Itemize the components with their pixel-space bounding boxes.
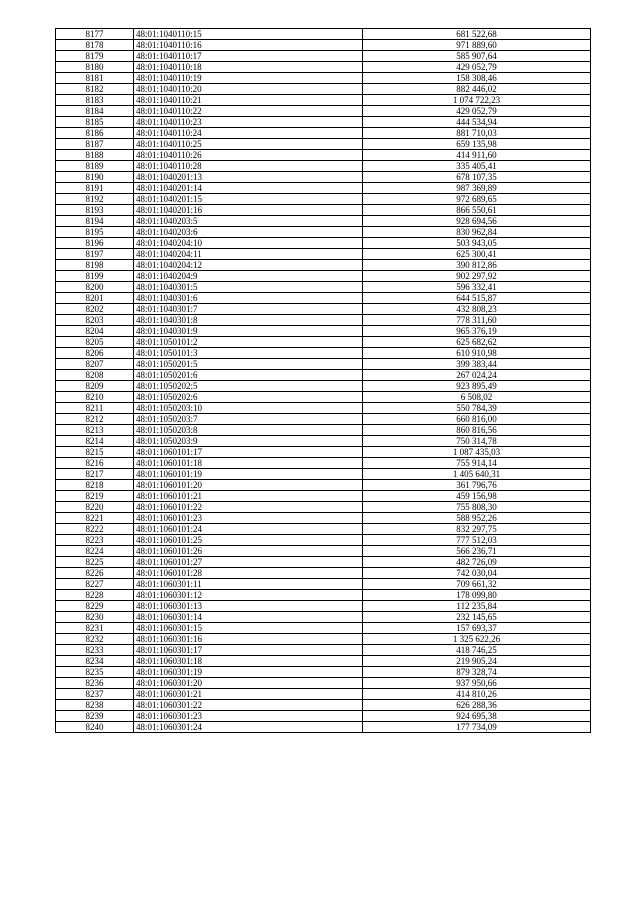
row-number-cell: 8222 — [56, 524, 134, 535]
cadastral-value-table — [55, 28, 591, 733]
row-number-cell: 8180 — [56, 62, 134, 73]
row-number-cell: 8226 — [56, 568, 134, 579]
cadastral-number-cell: 48:01:1040201:14 — [134, 183, 363, 194]
value-cell: 881 710,03 — [363, 128, 591, 139]
value-cell: 219 905,24 — [363, 656, 591, 667]
cadastral-number-cell: 48:01:1060301:20 — [134, 678, 363, 689]
cadastral-number-cell: 48:01:1040301:9 — [134, 326, 363, 337]
table-row — [56, 711, 591, 722]
cadastral-number-cell: 48:01:1040203:5 — [134, 216, 363, 227]
table-row — [56, 458, 591, 469]
table-row — [56, 282, 591, 293]
value-cell: 972 689,65 — [363, 194, 591, 205]
value-cell: 1 087 435,03 — [363, 447, 591, 458]
cadastral-number-cell: 48:01:1050201:5 — [134, 359, 363, 370]
row-number-cell: 8200 — [56, 282, 134, 293]
table-row — [56, 40, 591, 51]
value-cell: 432 808,23 — [363, 304, 591, 315]
cadastral-number-cell: 48:01:1040301:6 — [134, 293, 363, 304]
cadastral-number-cell: 48:01:1050101:3 — [134, 348, 363, 359]
row-number-cell: 8193 — [56, 205, 134, 216]
table-row — [56, 370, 591, 381]
cadastral-number-cell: 48:01:1060301:21 — [134, 689, 363, 700]
row-number-cell: 8218 — [56, 480, 134, 491]
cadastral-number-cell: 48:01:1040110:23 — [134, 117, 363, 128]
value-cell: 626 288,36 — [363, 700, 591, 711]
value-cell: 866 550,61 — [363, 205, 591, 216]
row-number-cell: 8227 — [56, 579, 134, 590]
table-row — [56, 436, 591, 447]
value-cell: 1 074 722,23 — [363, 95, 591, 106]
table-row — [56, 315, 591, 326]
value-cell: 832 297,75 — [363, 524, 591, 535]
value-cell: 482 726,09 — [363, 557, 591, 568]
table-row — [56, 645, 591, 656]
row-number-cell: 8239 — [56, 711, 134, 722]
cadastral-number-cell: 48:01:1060101:20 — [134, 480, 363, 491]
cadastral-number-cell: 48:01:1050203:9 — [134, 436, 363, 447]
value-cell: 550 784,39 — [363, 403, 591, 414]
value-cell: 928 694,56 — [363, 216, 591, 227]
cadastral-number-cell: 48:01:1040203:6 — [134, 227, 363, 238]
table-row — [56, 172, 591, 183]
cadastral-number-cell: 48:01:1060101:27 — [134, 557, 363, 568]
table-row — [56, 491, 591, 502]
value-cell: 6 508,02 — [363, 392, 591, 403]
table-row — [56, 150, 591, 161]
table-row — [56, 194, 591, 205]
row-number-cell: 8194 — [56, 216, 134, 227]
table-row — [56, 623, 591, 634]
table-row — [56, 183, 591, 194]
table-row — [56, 392, 591, 403]
value-cell: 610 910,98 — [363, 348, 591, 359]
value-cell: 399 383,44 — [363, 359, 591, 370]
table-row — [56, 238, 591, 249]
row-number-cell: 8207 — [56, 359, 134, 370]
row-number-cell: 8181 — [56, 73, 134, 84]
table-row — [56, 161, 591, 172]
table-row — [56, 524, 591, 535]
value-cell: 660 816,00 — [363, 414, 591, 425]
cadastral-number-cell: 48:01:1040204:11 — [134, 249, 363, 260]
value-cell: 112 235,84 — [363, 601, 591, 612]
table-row — [56, 128, 591, 139]
value-cell: 444 534,94 — [363, 117, 591, 128]
value-cell: 459 156,98 — [363, 491, 591, 502]
cadastral-number-cell: 48:01:1060301:16 — [134, 634, 363, 645]
value-cell: 924 695,38 — [363, 711, 591, 722]
table-row — [56, 73, 591, 84]
row-number-cell: 8213 — [56, 425, 134, 436]
cadastral-number-cell: 48:01:1060101:21 — [134, 491, 363, 502]
table-row — [56, 513, 591, 524]
value-cell: 414 911,60 — [363, 150, 591, 161]
row-number-cell: 8182 — [56, 84, 134, 95]
value-cell: 678 107,35 — [363, 172, 591, 183]
row-number-cell: 8203 — [56, 315, 134, 326]
cadastral-number-cell: 48:01:1040110:24 — [134, 128, 363, 139]
row-number-cell: 8186 — [56, 128, 134, 139]
value-cell: 879 328,74 — [363, 667, 591, 678]
cadastral-number-cell: 48:01:1040110:22 — [134, 106, 363, 117]
cadastral-number-cell: 48:01:1060101:23 — [134, 513, 363, 524]
row-number-cell: 8221 — [56, 513, 134, 524]
cadastral-number-cell: 48:01:1050201:6 — [134, 370, 363, 381]
table-row — [56, 84, 591, 95]
value-cell: 267 024,24 — [363, 370, 591, 381]
cadastral-number-cell: 48:01:1060301:23 — [134, 711, 363, 722]
cadastral-number-cell: 48:01:1050203:7 — [134, 414, 363, 425]
row-number-cell: 8197 — [56, 249, 134, 260]
table-body — [56, 29, 591, 733]
table-row — [56, 601, 591, 612]
cadastral-number-cell: 48:01:1040201:13 — [134, 172, 363, 183]
row-number-cell: 8215 — [56, 447, 134, 458]
row-number-cell: 8214 — [56, 436, 134, 447]
row-number-cell: 8202 — [56, 304, 134, 315]
table-row — [56, 29, 591, 40]
value-cell: 177 734,09 — [363, 722, 591, 733]
table-row — [56, 656, 591, 667]
cadastral-number-cell: 48:01:1040204:12 — [134, 260, 363, 271]
row-number-cell: 8210 — [56, 392, 134, 403]
table-row — [56, 535, 591, 546]
value-cell: 987 369,89 — [363, 183, 591, 194]
table-row — [56, 227, 591, 238]
cadastral-number-cell: 48:01:1050202:6 — [134, 392, 363, 403]
value-cell: 503 943,05 — [363, 238, 591, 249]
table-row — [56, 205, 591, 216]
value-cell: 778 311,60 — [363, 315, 591, 326]
row-number-cell: 8206 — [56, 348, 134, 359]
row-number-cell: 8211 — [56, 403, 134, 414]
table-row — [56, 414, 591, 425]
row-number-cell: 8195 — [56, 227, 134, 238]
table-row — [56, 359, 591, 370]
value-cell: 1 405 640,31 — [363, 469, 591, 480]
row-number-cell: 8208 — [56, 370, 134, 381]
value-cell: 937 950,66 — [363, 678, 591, 689]
row-number-cell: 8196 — [56, 238, 134, 249]
row-number-cell: 8188 — [56, 150, 134, 161]
value-cell: 429 052,79 — [363, 62, 591, 73]
value-cell: 335 405,41 — [363, 161, 591, 172]
value-cell: 625 300,41 — [363, 249, 591, 260]
table-row — [56, 62, 591, 73]
cadastral-number-cell: 48:01:1040110:19 — [134, 73, 363, 84]
table-row — [56, 612, 591, 623]
cadastral-number-cell: 48:01:1040110:16 — [134, 40, 363, 51]
cadastral-number-cell: 48:01:1060301:17 — [134, 645, 363, 656]
row-number-cell: 8217 — [56, 469, 134, 480]
row-number-cell: 8199 — [56, 271, 134, 282]
row-number-cell: 8177 — [56, 29, 134, 40]
table-row — [56, 51, 591, 62]
value-cell: 429 052,79 — [363, 106, 591, 117]
value-cell: 157 693,37 — [363, 623, 591, 634]
cadastral-number-cell: 48:01:1040110:25 — [134, 139, 363, 150]
value-cell: 158 308,46 — [363, 73, 591, 84]
row-number-cell: 8233 — [56, 645, 134, 656]
cadastral-number-cell: 48:01:1060301:13 — [134, 601, 363, 612]
row-number-cell: 8230 — [56, 612, 134, 623]
row-number-cell: 8212 — [56, 414, 134, 425]
value-cell: 414 810,26 — [363, 689, 591, 700]
row-number-cell: 8179 — [56, 51, 134, 62]
value-cell: 1 325 622,26 — [363, 634, 591, 645]
value-cell: 709 661,32 — [363, 579, 591, 590]
value-cell: 659 135,98 — [363, 139, 591, 150]
cadastral-number-cell: 48:01:1050101:2 — [134, 337, 363, 348]
table-row — [56, 722, 591, 733]
table-row — [56, 469, 591, 480]
row-number-cell: 8184 — [56, 106, 134, 117]
cadastral-number-cell: 48:01:1060101:19 — [134, 469, 363, 480]
cadastral-number-cell: 48:01:1060301:24 — [134, 722, 363, 733]
row-number-cell: 8238 — [56, 700, 134, 711]
cadastral-number-cell: 48:01:1060101:17 — [134, 447, 363, 458]
table-row — [56, 557, 591, 568]
row-number-cell: 8220 — [56, 502, 134, 513]
table-row — [56, 381, 591, 392]
cadastral-number-cell: 48:01:1060301:11 — [134, 579, 363, 590]
row-number-cell: 8223 — [56, 535, 134, 546]
table-row — [56, 348, 591, 359]
value-cell: 750 314,78 — [363, 436, 591, 447]
row-number-cell: 8201 — [56, 293, 134, 304]
table-row — [56, 95, 591, 106]
row-number-cell: 8232 — [56, 634, 134, 645]
cadastral-number-cell: 48:01:1040201:16 — [134, 205, 363, 216]
row-number-cell: 8209 — [56, 381, 134, 392]
table-row — [56, 293, 591, 304]
cadastral-number-cell: 48:01:1040201:15 — [134, 194, 363, 205]
value-cell: 566 236,71 — [363, 546, 591, 557]
row-number-cell: 8189 — [56, 161, 134, 172]
table-row — [56, 216, 591, 227]
row-number-cell: 8191 — [56, 183, 134, 194]
row-number-cell: 8183 — [56, 95, 134, 106]
row-number-cell: 8190 — [56, 172, 134, 183]
row-number-cell: 8185 — [56, 117, 134, 128]
value-cell: 742 030,04 — [363, 568, 591, 579]
value-cell: 361 796,76 — [363, 480, 591, 491]
value-cell: 860 816,56 — [363, 425, 591, 436]
row-number-cell: 8204 — [56, 326, 134, 337]
cadastral-number-cell: 48:01:1050203:10 — [134, 403, 363, 414]
cadastral-number-cell: 48:01:1060301:22 — [134, 700, 363, 711]
table-row — [56, 249, 591, 260]
table-row — [56, 117, 591, 128]
value-cell: 923 895,49 — [363, 381, 591, 392]
cadastral-number-cell: 48:01:1040301:5 — [134, 282, 363, 293]
value-cell: 625 682,62 — [363, 337, 591, 348]
value-cell: 588 952,26 — [363, 513, 591, 524]
row-number-cell: 8231 — [56, 623, 134, 634]
cadastral-number-cell: 48:01:1040110:20 — [134, 84, 363, 95]
value-cell: 755 914,14 — [363, 458, 591, 469]
cadastral-number-cell: 48:01:1060301:14 — [134, 612, 363, 623]
cadastral-number-cell: 48:01:1040301:7 — [134, 304, 363, 315]
value-cell: 777 512,03 — [363, 535, 591, 546]
table-row — [56, 678, 591, 689]
value-cell: 971 889,60 — [363, 40, 591, 51]
row-number-cell: 8198 — [56, 260, 134, 271]
row-number-cell: 8228 — [56, 590, 134, 601]
cadastral-number-cell: 48:01:1060101:24 — [134, 524, 363, 535]
value-cell: 830 962,84 — [363, 227, 591, 238]
cadastral-number-cell: 48:01:1040110:18 — [134, 62, 363, 73]
table-row — [56, 304, 591, 315]
value-cell: 681 522,68 — [363, 29, 591, 40]
table-row — [56, 502, 591, 513]
table-row — [56, 590, 591, 601]
table-row — [56, 480, 591, 491]
value-cell: 178 099,80 — [363, 590, 591, 601]
row-number-cell: 8237 — [56, 689, 134, 700]
cadastral-number-cell: 48:01:1040110:28 — [134, 161, 363, 172]
row-number-cell: 8205 — [56, 337, 134, 348]
value-cell: 902 297,92 — [363, 271, 591, 282]
cadastral-number-cell: 48:01:1040110:26 — [134, 150, 363, 161]
cadastral-number-cell: 48:01:1040204:9 — [134, 271, 363, 282]
cadastral-number-cell: 48:01:1060101:18 — [134, 458, 363, 469]
value-cell: 965 376,19 — [363, 326, 591, 337]
value-cell: 755 808,30 — [363, 502, 591, 513]
table-row — [56, 403, 591, 414]
cadastral-number-cell: 48:01:1040110:15 — [134, 29, 363, 40]
cadastral-number-cell: 48:01:1060101:22 — [134, 502, 363, 513]
row-number-cell: 8229 — [56, 601, 134, 612]
cadastral-number-cell: 48:01:1040301:8 — [134, 315, 363, 326]
table-row — [56, 326, 591, 337]
value-cell: 418 746,25 — [363, 645, 591, 656]
row-number-cell: 8187 — [56, 139, 134, 150]
row-number-cell: 8234 — [56, 656, 134, 667]
table-row — [56, 337, 591, 348]
value-cell: 882 446,02 — [363, 84, 591, 95]
cadastral-number-cell: 48:01:1060101:26 — [134, 546, 363, 557]
cadastral-number-cell: 48:01:1060101:28 — [134, 568, 363, 579]
table-row — [56, 106, 591, 117]
table-row — [56, 689, 591, 700]
table-row — [56, 667, 591, 678]
row-number-cell: 8236 — [56, 678, 134, 689]
table-row — [56, 271, 591, 282]
cadastral-number-cell: 48:01:1040110:17 — [134, 51, 363, 62]
row-number-cell: 8225 — [56, 557, 134, 568]
table-row — [56, 634, 591, 645]
row-number-cell: 8192 — [56, 194, 134, 205]
table-row — [56, 700, 591, 711]
row-number-cell: 8219 — [56, 491, 134, 502]
cadastral-number-cell: 48:01:1060301:15 — [134, 623, 363, 634]
row-number-cell: 8235 — [56, 667, 134, 678]
cadastral-number-cell: 48:01:1050202:5 — [134, 381, 363, 392]
row-number-cell: 8240 — [56, 722, 134, 733]
table-row — [56, 579, 591, 590]
table-row — [56, 546, 591, 557]
cadastral-number-cell: 48:01:1060301:12 — [134, 590, 363, 601]
table-row — [56, 260, 591, 271]
cadastral-number-cell: 48:01:1040204:10 — [134, 238, 363, 249]
row-number-cell: 8216 — [56, 458, 134, 469]
table-row — [56, 447, 591, 458]
row-number-cell: 8178 — [56, 40, 134, 51]
cadastral-number-cell: 48:01:1060301:19 — [134, 667, 363, 678]
value-cell: 232 145,65 — [363, 612, 591, 623]
value-cell: 596 332,41 — [363, 282, 591, 293]
table-row — [56, 425, 591, 436]
cadastral-number-cell: 48:01:1060301:18 — [134, 656, 363, 667]
value-cell: 644 515,87 — [363, 293, 591, 304]
value-cell: 390 812,86 — [363, 260, 591, 271]
cadastral-number-cell: 48:01:1050203:8 — [134, 425, 363, 436]
table-row — [56, 139, 591, 150]
cadastral-number-cell: 48:01:1060101:25 — [134, 535, 363, 546]
value-cell: 585 907,64 — [363, 51, 591, 62]
table-row — [56, 568, 591, 579]
row-number-cell: 8224 — [56, 546, 134, 557]
cadastral-number-cell: 48:01:1040110:21 — [134, 95, 363, 106]
